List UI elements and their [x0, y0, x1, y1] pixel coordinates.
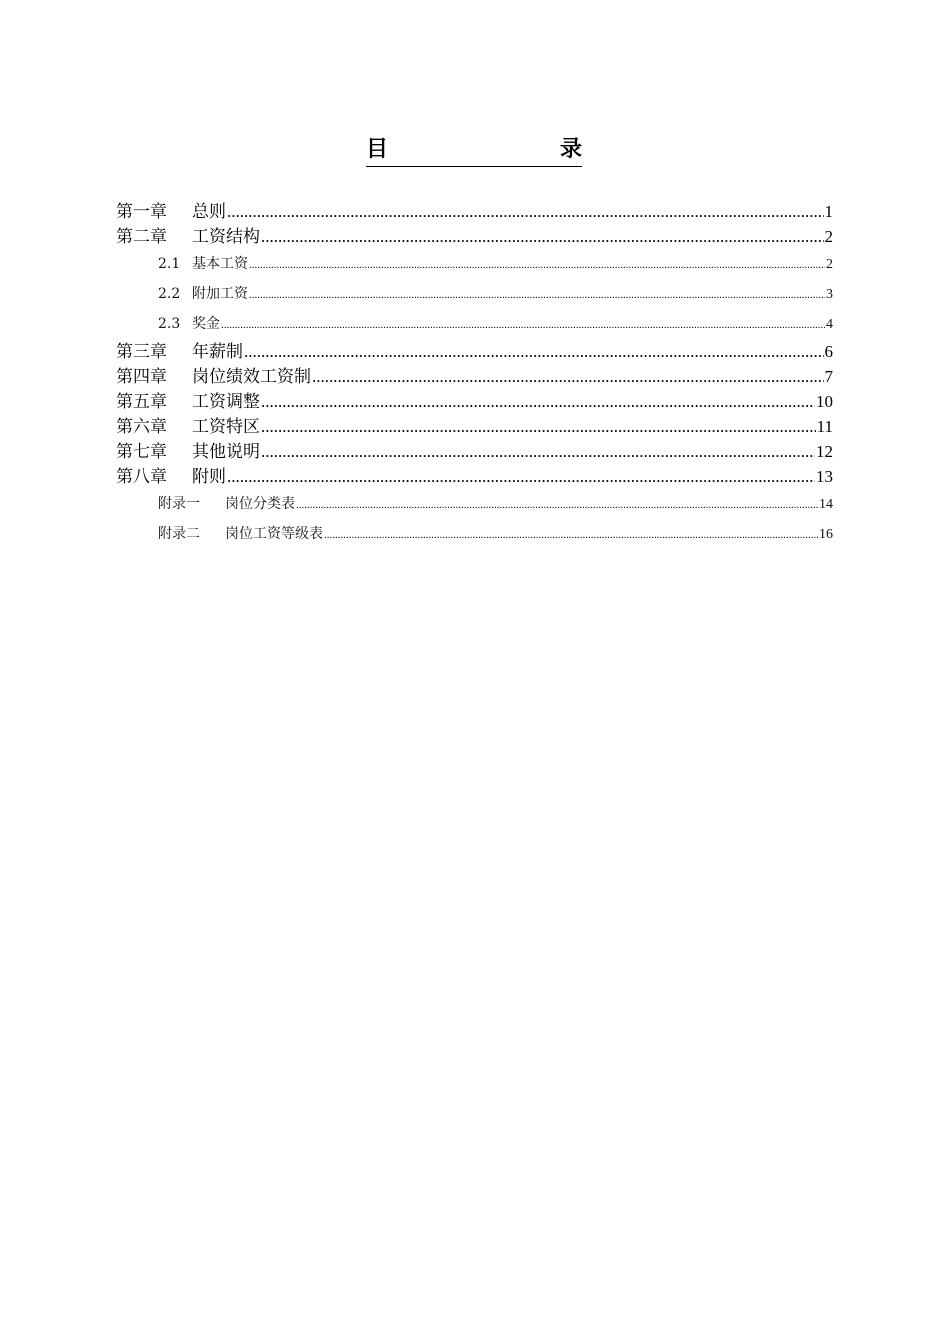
dot-leader: [227, 199, 824, 225]
chapter-number: 第六章: [116, 417, 167, 437]
toc-entry-chapter-4[interactable]: [116, 364, 833, 389]
toc-entry-chapter-1[interactable]: [116, 199, 833, 224]
dot-leader: [249, 279, 825, 310]
chapter-number: 第一章: [116, 202, 167, 222]
toc-entry-chapter-6[interactable]: [116, 414, 833, 439]
toc-entry-chapter-3[interactable]: [116, 339, 833, 364]
dot-leader: [261, 224, 824, 250]
page-number: 13: [816, 467, 833, 486]
dot-leader: [227, 464, 815, 490]
toc-entry-appendix-1[interactable]: [116, 489, 833, 519]
chapter-number: 第七章: [116, 442, 167, 462]
section-title: 附加工资: [192, 286, 248, 302]
appendix-title: 岗位工资等级表: [225, 526, 323, 542]
page-number: 10: [816, 392, 833, 411]
page-number: 16: [819, 527, 833, 542]
chapter-title: 岗位绩效工资制: [192, 367, 311, 387]
appendix-number: 附录一: [158, 496, 200, 512]
dot-leader: [244, 339, 824, 365]
toc-title-right: 录: [559, 137, 582, 162]
toc-entry-section-2-2[interactable]: [116, 279, 833, 309]
chapter-title: 工资调整: [192, 392, 260, 412]
appendix-title: 岗位分类表: [225, 496, 295, 512]
table-of-contents: [116, 199, 833, 549]
chapter-title: 总则: [192, 202, 226, 222]
toc-entry-chapter-7[interactable]: [116, 439, 833, 464]
section-number: 2.1: [158, 256, 181, 272]
chapter-number: 第二章: [116, 227, 167, 247]
toc-entry-chapter-5[interactable]: [116, 389, 833, 414]
page-number: 2: [826, 257, 833, 272]
page-number: 14: [819, 497, 833, 512]
chapter-title: 工资结构: [192, 227, 260, 247]
appendix-number: 附录二: [158, 526, 200, 542]
toc-entry-chapter-8[interactable]: [116, 464, 833, 489]
dot-leader: [261, 389, 815, 415]
section-number: 2.2: [158, 286, 181, 302]
section-number: 2.3: [158, 316, 181, 332]
dot-leader: [324, 519, 818, 550]
chapter-number: 第五章: [116, 392, 167, 412]
toc-entry-appendix-2[interactable]: [116, 519, 833, 549]
page-number: 4: [826, 317, 833, 332]
section-title: 基本工资: [192, 256, 248, 272]
page-number: 2: [824, 227, 833, 246]
chapter-title: 附则: [192, 467, 226, 487]
dot-leader: [261, 414, 816, 440]
chapter-title: 工资特区: [192, 417, 260, 437]
page-number: 12: [816, 442, 833, 461]
chapter-title: 其他说明: [192, 442, 260, 462]
chapter-title: 年薪制: [192, 342, 243, 362]
dot-leader: [261, 439, 815, 465]
dot-leader: [221, 309, 825, 340]
chapter-number: 第四章: [116, 367, 167, 387]
section-title: 奖金: [192, 316, 220, 332]
page-number: 1: [824, 202, 833, 221]
toc-entry-section-2-3[interactable]: [116, 309, 833, 339]
toc-entry-chapter-2[interactable]: [116, 224, 833, 249]
toc-title-left: 目: [366, 137, 389, 162]
dot-leader: [312, 364, 824, 390]
page-number: 11: [816, 417, 833, 436]
page-number: 6: [824, 342, 833, 361]
dot-leader: [249, 249, 825, 280]
toc-entry-section-2-1[interactable]: [116, 249, 833, 279]
chapter-number: 第八章: [116, 467, 167, 487]
page-number: 3: [826, 287, 833, 302]
page-number: 7: [824, 367, 833, 386]
toc-title: [366, 136, 582, 167]
dot-leader: [296, 489, 818, 520]
chapter-number: 第三章: [116, 342, 167, 362]
